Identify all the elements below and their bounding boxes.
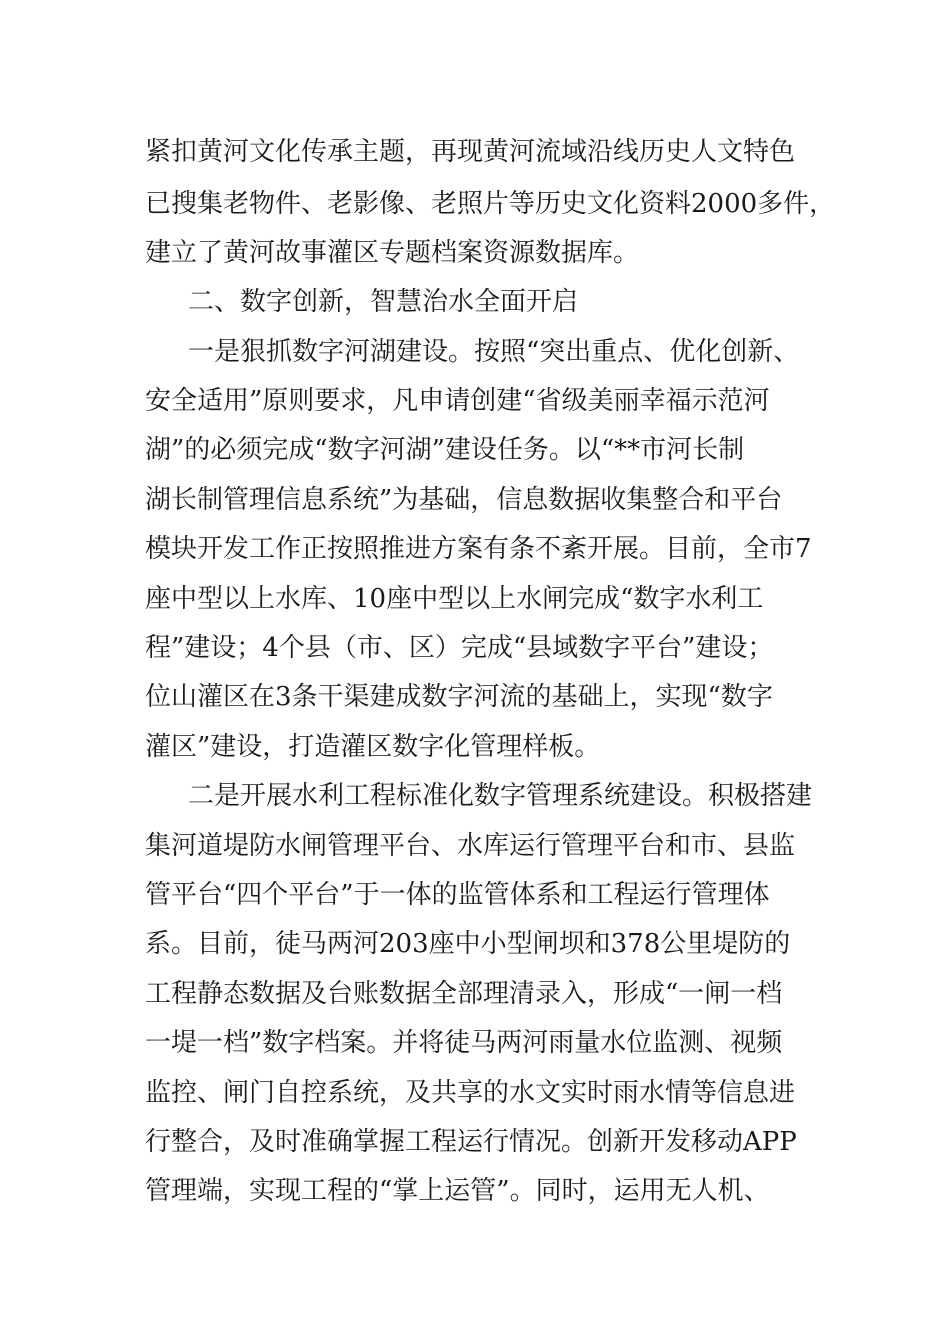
text-line: 工程静态数据及台账数据全部理清录入，形成“一闸一档 [145, 979, 783, 1009]
text-line: 集河道堤防水闸管理平台、水库运行管理平台和市、县监 [145, 831, 796, 861]
text-line: 管平台“四个平台”于一体的监管体系和工程运行管理体 [145, 880, 770, 910]
text-line: 紧扣黄河文化传承主题，再现黄河流域沿线历史人文特色 [145, 137, 796, 167]
text-line: 系。目前，徒马两河203座中小型闸坝和378公里堤防的 [145, 929, 791, 959]
text-line: 程”建设；4个县（市、区）完成“县域数字平台”建设； [145, 633, 774, 663]
text-line: 一堤一档”数字档案。并将徒马两河雨量水位监测、视频 [145, 1028, 783, 1058]
text-line: 灌区”建设，打造灌区数字化管理样板。 [145, 732, 601, 762]
text-line: 监控、闸门自控系统，及共享的水文实时雨水情等信息进 [145, 1078, 796, 1108]
section-heading: 二、数字创新，智慧治水全面开启 [188, 287, 579, 317]
text-line: 安全适用”原则要求，凡申请创建“省级美丽幸福示范河 [145, 386, 770, 416]
paragraph-first-line: 一是狠抓数字河湖建设。按照“突出重点、优化创新、 [188, 337, 800, 367]
text-line: 座中型以上水库、10座中型以上水闸完成“数字水利工 [145, 584, 764, 614]
text-line: 模块开发工作正按照推进方案有条不紊开展。目前，全市7 [145, 534, 812, 564]
text-line: 行整合，及时准确掌握工程运行情况。创新开发移动APP [145, 1127, 797, 1157]
text-line: 湖”的必须完成“数字河湖”建设任务。以“**市河长制 [145, 435, 745, 465]
text-line: 已搜集老物件、老影像、老照片等历史文化资料2000多件， [145, 189, 835, 219]
paragraph-first-line: 二是开展水利工程标准化数字管理系统建设。积极搭建 [188, 781, 813, 811]
text-line: 管理端，实现工程的“掌上运管”。同时，运用无人机、 [145, 1176, 770, 1206]
text-line: 位山灌区在3条干渠建成数字河流的基础上，实现“数字 [145, 682, 773, 712]
text-line: 湖长制管理信息系统”为基础，信息数据收集整合和平台 [145, 485, 783, 515]
text-line: 建立了黄河故事灌区专题档案资源数据库。 [145, 238, 640, 268]
